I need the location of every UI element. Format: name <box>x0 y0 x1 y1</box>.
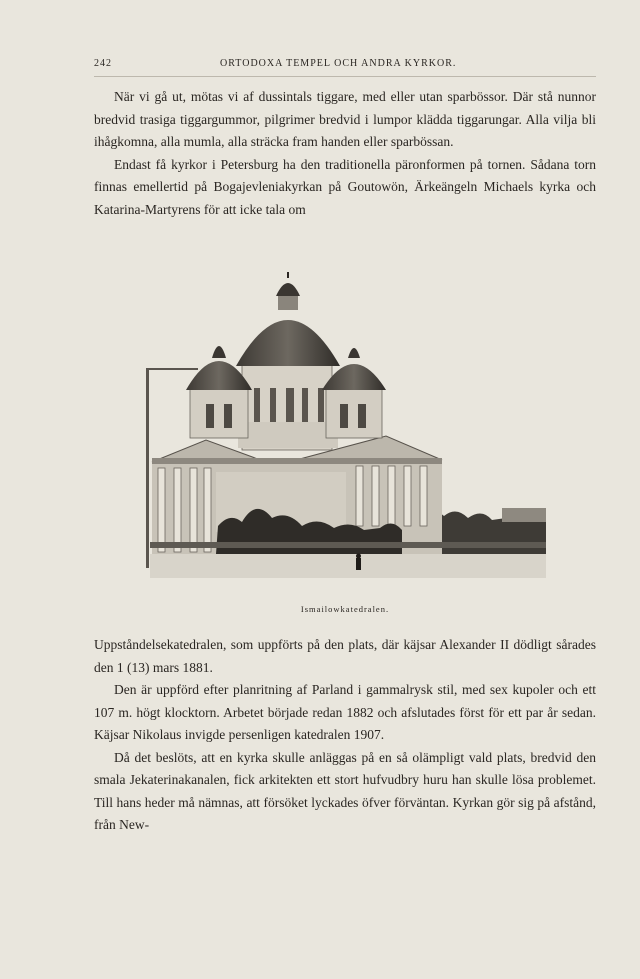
person <box>356 558 361 570</box>
cathedral-photo <box>146 272 548 580</box>
text-block-top <box>94 86 596 221</box>
running-title: ORTODOXA TEMPEL OCH ANDRA KYRKOR. <box>220 58 457 69</box>
paragraph: Då det beslöts, att en kyrka skulle anläggas på en så olämpligt vald plats, bredvid den smala Jekaterinakanalen, fick arkitekten ett stort hufvudbry huru han skulle lösa problemet. Till hans heder må nämnas, att försöket lyckades öfver förväntan. Kyrkan gör sig på afstånd, från New- <box>94 749 596 832</box>
paragraph: När vi gå ut, mötas vi af dussintals tiggare, med eller utan sparbössor. Där stå nunnor bredvid trasiga tiggargummor, pilgrimer bredvid i lumpor klädda tiggarungar. Alla vilja bli ihågkomna, alla mumla, alla sträcka fram handen eller sparbössan. <box>94 89 596 149</box>
page-number: 242 <box>94 58 112 69</box>
main-dome <box>236 320 340 366</box>
figure-caption: Ismailowkatedralen. <box>300 604 390 614</box>
paragraph: Endast få kyrkor i Petersburg ha den traditionella päronformen på tornen. Sådana torn finnas emellertid på Bogajevleniakyrkan på Goutowön, Ärkeängeln Michaels kyrka och Katarina-Martyrens för att icke tala om <box>94 156 596 217</box>
square-ground <box>150 554 546 578</box>
cathedral-illustration <box>146 272 548 580</box>
paragraph: Uppståndelsekatedralen, som uppförts på den plats, där käjsar Alexander II dödligt sårades den 1 (13) mars 1881. <box>94 637 596 675</box>
paragraph: Den är uppförd efter planritning af Parland i gammalrysk stil, med sex kupoler och ett 107 m. högt klocktorn. Arbetet började redan 1882 och afslutades först för ett par år sedan. Käjsar Nikolaus invigde persenligen katedralen 1907. <box>94 682 596 742</box>
text-block-bottom <box>94 634 596 837</box>
photo-frame-edge <box>146 368 149 568</box>
header-rule <box>94 76 596 77</box>
